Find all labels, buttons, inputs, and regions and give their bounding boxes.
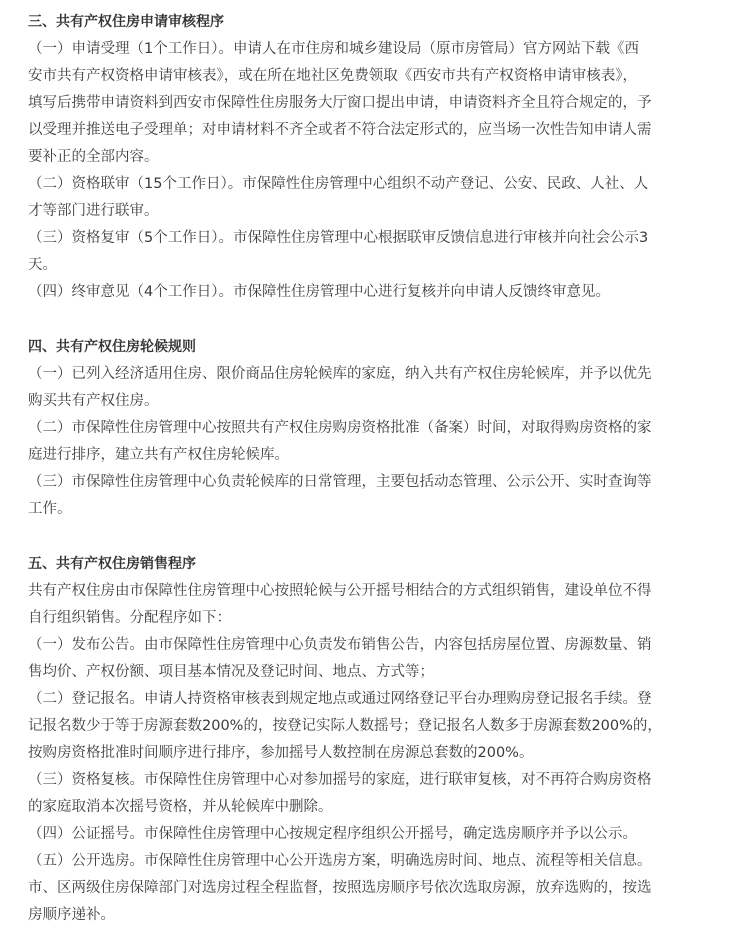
paragraph-line: 以受理并推送电子受理单；对申请材料不齐全或者不符合法定形式的，应当场一次性告知申请人需 (28, 122, 652, 138)
paragraph-line: 的家庭取消本次摇号资格，并从轮候库中删除。 (28, 799, 333, 815)
paragraph-line: （一）已列入经济适用住房、限价商品住房轮候库的家庭，纳入共有产权住房轮候库，并予以优先 (28, 366, 652, 382)
paragraph-line: 填写后携带申请资料到西安市保障性住房服务大厅窗口提出申请，申请资料齐全且符合规定的，予 (28, 95, 652, 111)
paragraph-line: 记报名数少于等于房源套数200%的，按登记实际人数摇号；登记报名人数多于房源套数200%的， (28, 718, 662, 734)
paragraph-line: 要补正的全部内容。 (28, 149, 159, 165)
paragraph-line: 市、区两级住房保障部门对选房过程全程监督，按照选房顺序号依次选取房源，放弃选购的，按选 (28, 880, 652, 896)
paragraph-line: （三）市保障性住房管理中心负责轮候库的日常管理，主要包括动态管理、公示公开、实时查询等 (28, 474, 652, 490)
paragraph-line: （二）市保障性住房管理中心按照共有产权住房购房资格批准（备案）时间，对取得购房资格的家 (28, 420, 652, 436)
paragraph-line: （一）申请受理（1个工作日）。申请人在市住房和城乡建设局（原市房管局）官方网站下载《西 (28, 41, 639, 57)
paragraph-line: 工作。 (28, 501, 72, 517)
paragraph-line: （三）资格复核。市保障性住房管理中心对参加摇号的家庭，进行联审复核，对不再符合购房资格 (28, 772, 652, 788)
paragraph-line: （四）公证摇号。市保障性住房管理中心按规定程序组织公开摇号，确定选房顺序并予以公示。 (28, 826, 637, 842)
paragraph-line: 庭进行排序，建立共有产权住房轮候库。 (28, 447, 289, 463)
section-heading-application-review: 三、共有产权住房申请审核程序 (28, 14, 224, 30)
paragraph-line: 自行组织销售。分配程序如下： (28, 610, 231, 626)
paragraph-line: （四）终审意见（4个工作日）。市保障性住房管理中心进行复核并向申请人反馈终审意见。 (28, 284, 610, 300)
paragraph-line: 才等部门进行联审。 (28, 203, 159, 219)
paragraph-line: 售均价、产权份额、项目基本情况及登记时间、地点、方式等； (28, 664, 434, 680)
paragraph-line: 安市共有产权资格申请审核表》，或在所在地社区免费领取《西安市共有产权资格申请审核表》， (28, 68, 637, 84)
paragraph-line: 房顺序递补。 (28, 907, 115, 923)
paragraph-line: 天。 (28, 257, 57, 273)
paragraph-line: （三）资格复审（5个工作日）。市保障性住房管理中心根据联审反馈信息进行审核并向社会公示3 (28, 230, 649, 246)
paragraph-line: （五）公开选房。市保障性住房管理中心公开选房方案，明确选房时间、地点、流程等相关信息。 (28, 853, 652, 869)
section-heading-waiting-rules: 四、共有产权住房轮候规则 (28, 339, 196, 355)
section-heading-sales-procedure: 五、共有产权住房销售程序 (28, 556, 196, 572)
paragraph-line: （二）登记报名。申请人持资格审核表到规定地点或通过网络登记平台办理购房登记报名手续。登 (28, 691, 652, 707)
paragraph-line: 共有产权住房由市保障性住房管理中心按照轮候与公开摇号相结合的方式组织销售，建设单位不得 (28, 583, 652, 599)
paragraph-line: （二）资格联审（15个工作日）。市保障性住房管理中心组织不动产登记、公安、民政、人社、人 (28, 176, 649, 192)
paragraph-line: （一）发布公告。由市保障性住房管理中心负责发布销售公告，内容包括房屋位置、房源数量、销 (28, 637, 652, 653)
paragraph-line: 按购房资格批准时间顺序进行排序，参加摇号人数控制在房源总套数的200%。 (28, 745, 534, 761)
paragraph-line: 购买共有产权住房。 (28, 393, 159, 409)
